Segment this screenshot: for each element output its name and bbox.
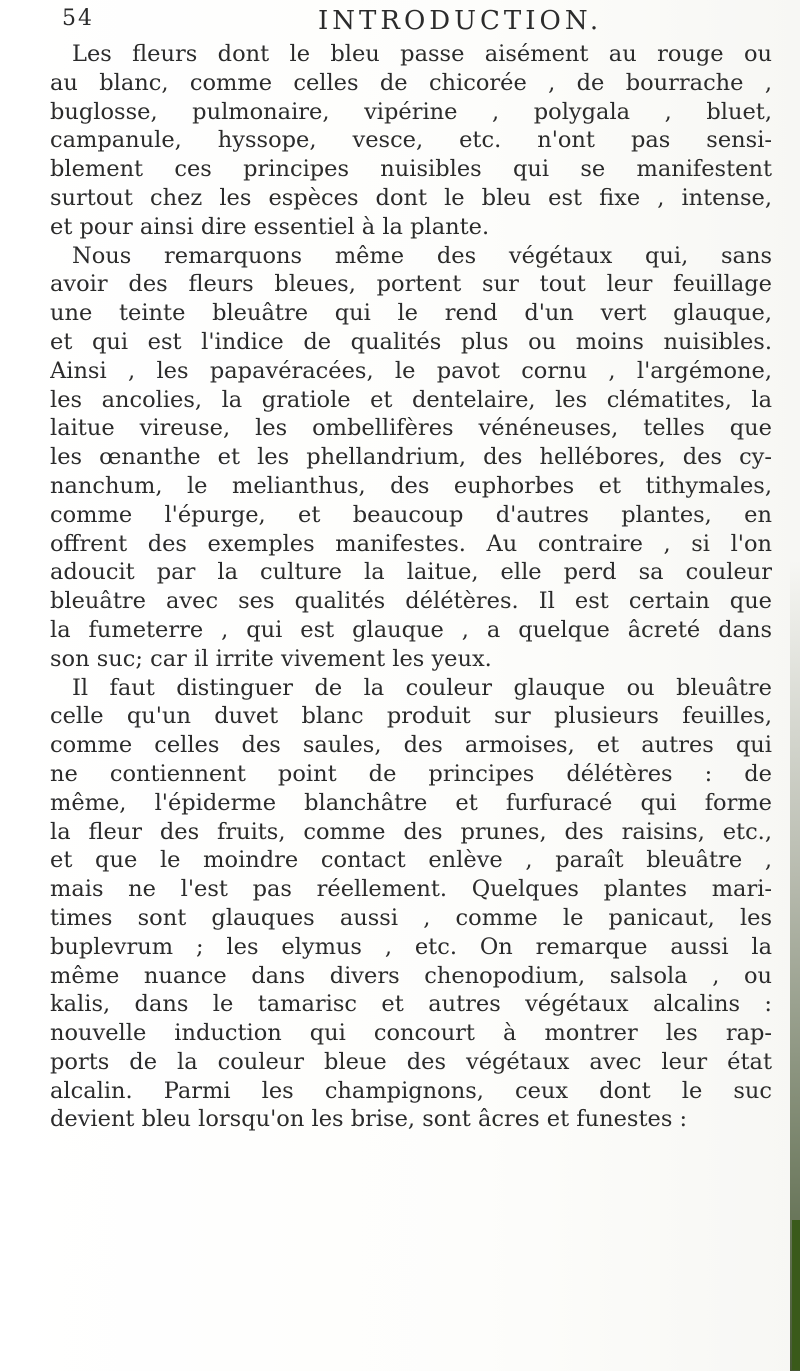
- text-line: les œnanthe et les phellandrium, des hellébores, des cy-: [50, 444, 772, 471]
- page-number: 54: [62, 6, 94, 31]
- text-line: offrent des exemples manifestes. Au contraire , si l'on: [50, 530, 772, 557]
- text-line: nouvelle induction qui concourt à montrer les rap-: [50, 1020, 772, 1047]
- text-line: Ainsi , les papavéracées, le pavot cornu , l'argémone,: [50, 357, 772, 384]
- text-line: Il faut distinguer de la couleur glauque ou bleuâtre: [72, 674, 772, 701]
- text-line: laitue vireuse, les ombellifères vénéneuses, telles que: [50, 415, 772, 442]
- text-line: et que le moindre contact enlève , paraît bleuâtre ,: [50, 847, 772, 874]
- text-line: alcalin. Parmi les champignons, ceux dont le suc: [50, 1077, 772, 1104]
- text-line: et qui est l'indice de qualités plus ou moins nuisibles.: [50, 328, 772, 355]
- text-line: même, l'épiderme blanchâtre et furfuracé qui forme: [50, 789, 772, 816]
- text-line: blement ces principes nuisibles qui se manifestent: [50, 156, 772, 183]
- text-line: une teinte bleuâtre qui le rend d'un vert glauque,: [50, 300, 772, 327]
- text-line: ne contiennent point de principes délétères : de: [50, 760, 772, 787]
- text-line: kalis, dans le tamarisc et autres végétaux alcalins :: [50, 991, 772, 1018]
- text-line: au blanc, comme celles de chicorée , de bourrache ,: [50, 69, 772, 96]
- text-line: la fumeterre , qui est glauque , a quelque âcreté dans: [50, 616, 772, 643]
- text-line: nanchum, le melianthus, des euphorbes et tithymales,: [50, 472, 772, 499]
- text-line: times sont glauques aussi , comme le panicaut, les: [50, 904, 772, 931]
- text-line: comme l'épurge, et beaucoup d'autres plantes, en: [50, 501, 772, 528]
- text-line: son suc; car il irrite vivement les yeux.: [50, 645, 492, 672]
- text-line: campanule, hyssope, vesce, etc. n'ont pas sensi-: [50, 127, 772, 154]
- text-line: buglosse, pulmonaire, vipérine , polygala , bluet,: [50, 98, 772, 125]
- text-line: adoucit par la culture la laitue, elle perd sa couleur: [50, 559, 772, 586]
- chapter-title: INTRODUCTION.: [318, 6, 603, 36]
- text-line: la fleur des fruits, comme des prunes, des raisins, etc.,: [50, 818, 772, 845]
- text-line: surtout chez les espèces dont le bleu est fixe , intense,: [50, 184, 772, 211]
- running-head: [62, 6, 762, 40]
- text-line: celle qu'un duvet blanc produit sur plusieurs feuilles,: [50, 703, 772, 730]
- text-line: même nuance dans divers chenopodium, salsola , ou: [50, 962, 772, 989]
- page-edge-mark: [792, 1220, 800, 1370]
- text-line: Les fleurs dont le bleu passe aisément au rouge ou: [72, 41, 772, 67]
- text-line: mais ne l'est pas réellement. Quelques plantes mari-: [50, 876, 772, 903]
- text-line: Nous remarquons même des végétaux qui, sans: [72, 242, 772, 269]
- text-line: devient bleu lorsqu'on les brise, sont âcres et funestes :: [50, 1106, 688, 1133]
- text-line: les ancolies, la gratiole et dentelaire, les clématites, la: [50, 386, 772, 413]
- text-line: bleuâtre avec ses qualités délétères. Il est certain que: [50, 588, 772, 615]
- text-line: comme celles des saules, des armoises, et autres qui: [50, 732, 772, 759]
- text-line: et pour ainsi dire essentiel à la plante.: [50, 213, 490, 240]
- body-text: [50, 40, 772, 1134]
- text-line: ports de la couleur bleue des végétaux avec leur état: [50, 1048, 772, 1075]
- text-line: buplevrum ; les elymus , etc. On remarque aussi la: [50, 933, 772, 960]
- text-line: avoir des fleurs bleues, portent sur tout leur feuillage: [50, 271, 772, 298]
